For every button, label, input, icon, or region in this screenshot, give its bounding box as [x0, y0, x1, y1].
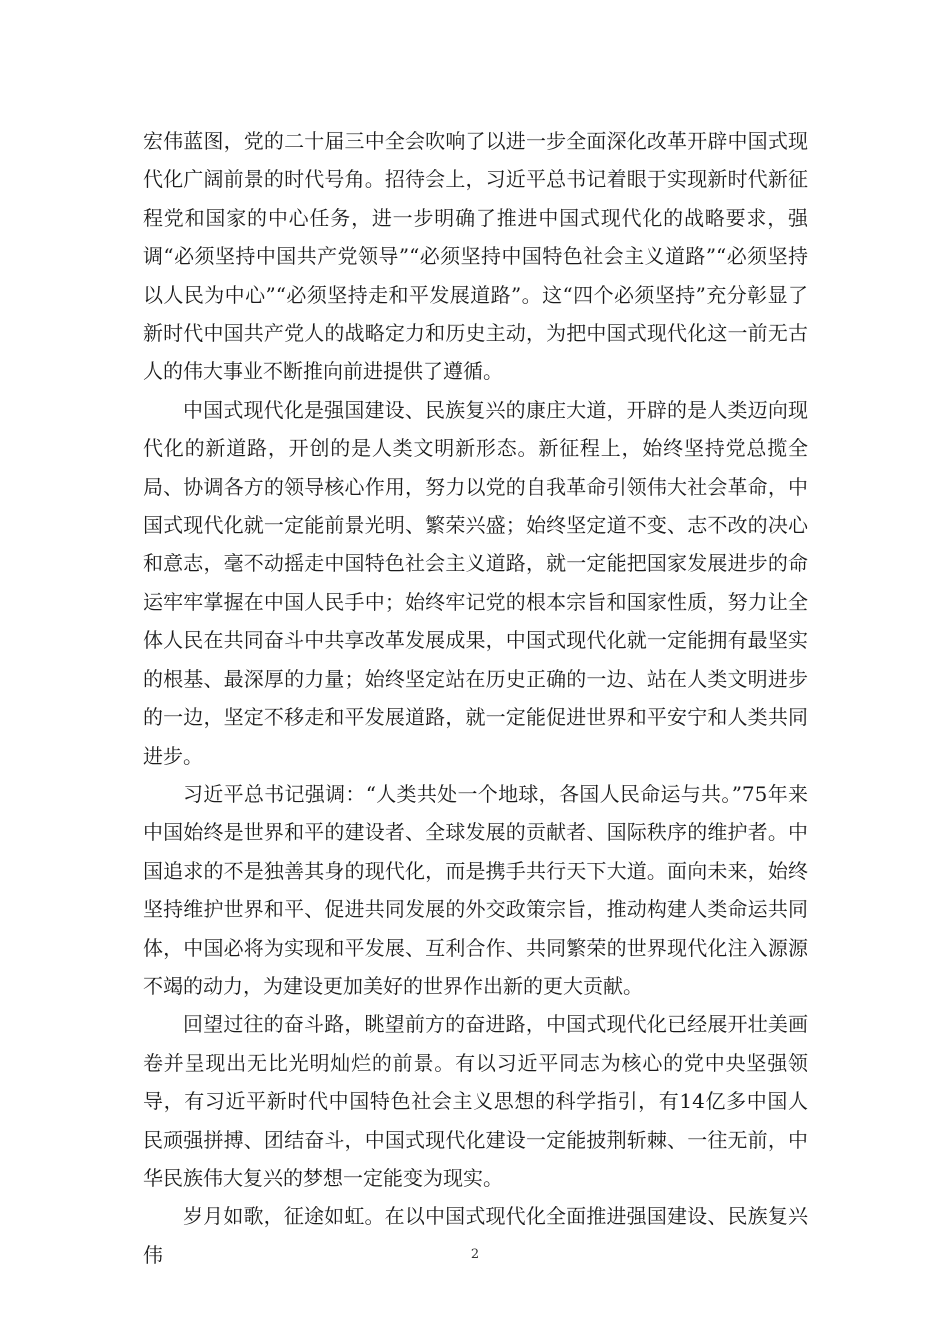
paragraph-shared-future: 习近平总书记强调：“人类共处一个地球，各国人民命运与共。”75年来中国始终是世界和平的建设者、全球发展的贡献者、国际秩序的维护者。中国追求的不是独善其身的现代化，而是携手共行天下大道。面向未来，始终坚持维护世界和平、促进共同发展的外交政策宗旨，推动构建人类命运共同体，中国必将为实现和平发展、互利合作、共同繁荣的世界现代化注入源源不竭的动力，为建设更加美好的世界作出新的更大贡献。	[143, 781, 808, 998]
paragraph-continuation: 宏伟蓝图，党的二十届三中全会吹响了以进一步全面深化改革开辟中国式现代化广阔前景的时代号角。招待会上，习近平总书记着眼于实现新时代新征程党和国家的中心任务，进一步明确了推进中国式现代化的战略要求，强调“必须坚持中国共产党领导”“必须坚持中国特色社会主义道路”“必须坚持以人民为中心”“必须坚持走和平发展道路”。这“四个必须坚持”充分彰显了新时代中国共产党人的战略定力和历史主动，为把中国式现代化这一前无古人的伟大事业不断推向前进提供了遵循。	[143, 129, 808, 384]
paragraph-chinese-modernization-path: 中国式现代化是强国建设、民族复兴的康庄大道，开辟的是人类迈向现代化的新道路，开创的是人类文明新形态。新征程上，始终坚持党总揽全局、协调各方的领导核心作用，努力以党的自我革命引领伟大社会革命，中国式现代化就一定能前景光明、繁荣兴盛；始终坚定道不变、志不改的决心和意志，毫不动摇走中国特色社会主义道路，就一定能把国家发展进步的命运牢牢掌握在中国人民手中；始终牢记党的根本宗旨和国家性质，努力让全体人民在共同奋斗中共享改革发展成果，中国式现代化就一定能拥有最坚实的根基、最深厚的力量；始终坚定站在历史正确的一边、站在人类文明进步的一边，坚定不移走和平发展道路，就一定能促进世界和平安宁和人类共同进步。	[143, 397, 808, 768]
paragraph-looking-back: 回望过往的奋斗路，眺望前方的奋进路，中国式现代化已经展开壮美画卷并呈现出无比光明灿烂的前景。有以习近平同志为核心的党中央坚强领导，有习近平新时代中国特色社会主义思想的科学指引，有14亿多中国人民顽强拼搏、团结奋斗，中国式现代化建设一定能披荆斩棘、一往无前，中华民族伟大复兴的梦想一定能变为现实。	[143, 1012, 808, 1190]
page-number: 2	[470, 1247, 480, 1262]
paragraph-closing-start: 岁月如歌，征途如虹。在以中国式现代化全面推进强国建设、民族复兴伟	[143, 1204, 808, 1267]
body-text	[143, 122, 808, 1274]
